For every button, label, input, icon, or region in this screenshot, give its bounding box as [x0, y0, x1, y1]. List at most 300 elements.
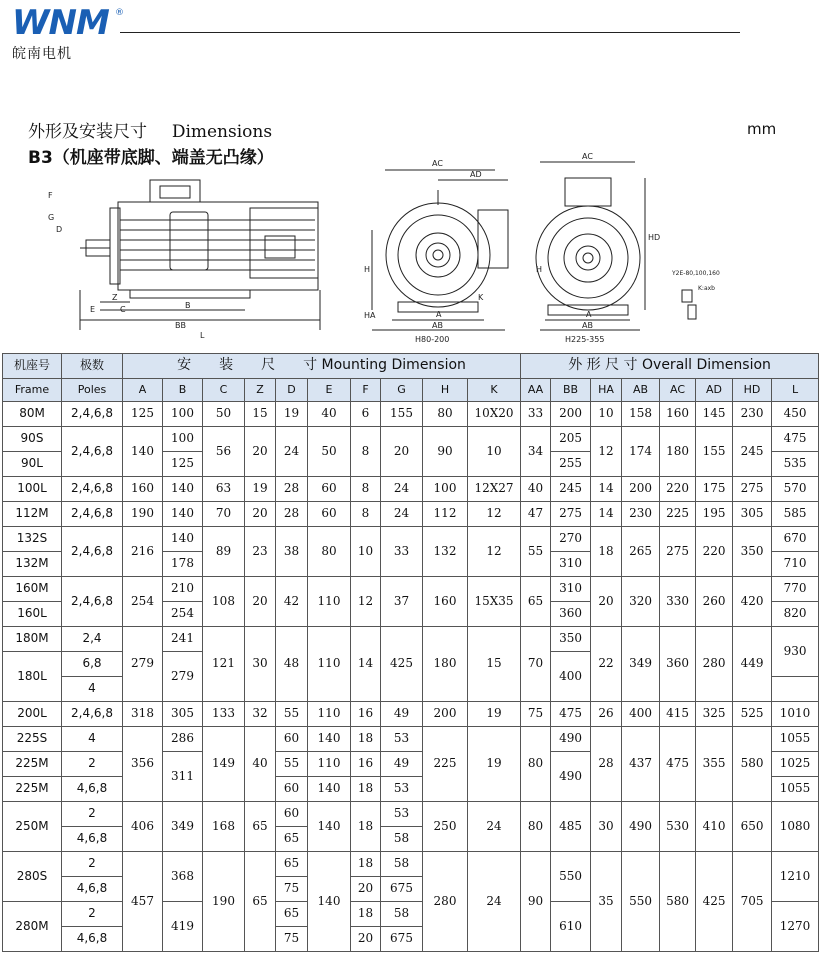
cell-AB: 490 — [622, 802, 660, 852]
cell-AA: 40 — [521, 477, 551, 502]
cell-AD: 145 — [696, 402, 733, 427]
cell-F: 18 — [351, 852, 381, 877]
table-row — [3, 727, 819, 752]
cell-poles: 2,4,6,8 — [62, 527, 123, 577]
cell-G: 675 — [381, 877, 423, 902]
col-D: D — [276, 379, 308, 402]
cell-B: 100 — [163, 402, 203, 427]
cell-F: 18 — [351, 802, 381, 852]
cell-A: 190 — [123, 502, 163, 527]
logo-mark: WNM — [12, 3, 109, 43]
header-overall-dimension: 外 形 尺 寸 Overall Dimension — [521, 354, 819, 379]
cell-AD: 175 — [696, 477, 733, 502]
cell-A: 318 — [123, 702, 163, 727]
cell-HA: 10 — [591, 402, 622, 427]
cell-Z: 15 — [245, 402, 276, 427]
cell-G: 53 — [381, 727, 423, 752]
cell-poles: 6,8 — [62, 652, 123, 677]
col-C: C — [203, 379, 245, 402]
cell-frame: 160M — [3, 577, 62, 602]
cell-C: 70 — [203, 502, 245, 527]
cell-frame: 200L — [3, 702, 62, 727]
cell-AD: 425 — [696, 852, 733, 952]
side-label-BB: BB — [175, 321, 186, 330]
cell-D: 48 — [276, 627, 308, 702]
cell-AB: 230 — [622, 502, 660, 527]
cell-D: 38 — [276, 527, 308, 577]
cell-B: 140 — [163, 477, 203, 502]
cell-B: 210 — [163, 577, 203, 602]
cell-BB: 490 — [551, 752, 591, 802]
cell-A: 279 — [123, 627, 163, 702]
front-large-label-AB: AB — [582, 321, 593, 330]
cell-K: 19 — [468, 727, 521, 802]
cell-AD: 410 — [696, 802, 733, 852]
cell-Z: 40 — [245, 727, 276, 802]
front-small-label-AB: AB — [432, 321, 443, 330]
cell-F: 8 — [351, 477, 381, 502]
cell-frame: 90L — [3, 452, 62, 477]
cell-AD: 195 — [696, 502, 733, 527]
table-row — [3, 852, 819, 877]
cell-C: 56 — [203, 427, 245, 477]
cell-G: 53 — [381, 777, 423, 802]
cell-AD: 280 — [696, 627, 733, 702]
cell-B: 125 — [163, 452, 203, 477]
cell-G: 675 — [381, 927, 423, 952]
cell-D: 60 — [276, 727, 308, 752]
header-poles-en: Poles — [62, 379, 123, 402]
col-A: A — [123, 379, 163, 402]
col-K: K — [468, 379, 521, 402]
cell-frame: 280M — [3, 902, 62, 952]
cell-H: 250 — [423, 802, 468, 852]
cell-AA: 55 — [521, 527, 551, 577]
cell-H: 90 — [423, 427, 468, 477]
col-H: H — [423, 379, 468, 402]
company-logo — [12, 3, 124, 63]
front-large-label-AC: AC — [582, 152, 593, 161]
front-small-label-H: H — [364, 265, 371, 274]
cell-A: 406 — [123, 802, 163, 852]
cell-AC: 275 — [660, 527, 696, 577]
cell-BB: 475 — [551, 702, 591, 727]
col-Z: Z — [245, 379, 276, 402]
cell-AC: 360 — [660, 627, 696, 702]
cell-HD: 350 — [733, 527, 772, 577]
cell-L: 1010 — [772, 702, 819, 727]
cell-F: 20 — [351, 877, 381, 902]
cell-C: 108 — [203, 577, 245, 627]
cell-Z: 20 — [245, 427, 276, 477]
cell-K: 12 — [468, 502, 521, 527]
header-divider — [120, 32, 740, 33]
cell-K: 12X27 — [468, 477, 521, 502]
cell-AA: 90 — [521, 852, 551, 952]
cell-BB: 205 — [551, 427, 591, 452]
header-frame-cn: 机座号 — [3, 354, 62, 379]
cell-Z: 20 — [245, 502, 276, 527]
front-large-caption: H225-355 — [565, 335, 605, 344]
cell-B: 100 — [163, 427, 203, 452]
front-small-label-A: A — [436, 310, 442, 319]
unit-label: mm — [747, 120, 777, 138]
cell-frame: 250M — [3, 802, 62, 852]
cell-AB: 200 — [622, 477, 660, 502]
cell-E: 40 — [308, 402, 351, 427]
cell-F: 14 — [351, 627, 381, 702]
cell-AB: 437 — [622, 727, 660, 802]
cell-L: 535 — [772, 452, 819, 477]
cell-F: 8 — [351, 427, 381, 477]
cell-F: 16 — [351, 752, 381, 777]
cell-G: 49 — [381, 702, 423, 727]
cell-Z: 65 — [245, 852, 276, 952]
cell-BB: 310 — [551, 577, 591, 602]
cell-AA: 80 — [521, 727, 551, 802]
cell-AC: 225 — [660, 502, 696, 527]
cell-AA: 65 — [521, 577, 551, 627]
col-BB: BB — [551, 379, 591, 402]
cell-HD: 275 — [733, 477, 772, 502]
front-small-label-AD: AD — [470, 170, 482, 179]
cell-A: 457 — [123, 852, 163, 952]
cell-HA: 30 — [591, 802, 622, 852]
cell-poles: 2,4,6,8 — [62, 702, 123, 727]
cell-AB: 158 — [622, 402, 660, 427]
cell-F: 18 — [351, 902, 381, 927]
cell-AD: 155 — [696, 427, 733, 477]
cell-D: 65 — [276, 827, 308, 852]
cell-E: 110 — [308, 702, 351, 727]
cell-frame: 280S — [3, 852, 62, 902]
cell-G: 53 — [381, 802, 423, 827]
cell-poles: 4,6,8 — [62, 777, 123, 802]
cell-BB: 255 — [551, 452, 591, 477]
cell-A: 140 — [123, 427, 163, 477]
cell-BB: 270 — [551, 527, 591, 552]
drawing-note-k: K:axb — [698, 285, 715, 292]
cell-D: 60 — [276, 802, 308, 827]
table-row — [3, 477, 819, 502]
cell-AD: 325 — [696, 702, 733, 727]
cell-C: 133 — [203, 702, 245, 727]
cell-G: 58 — [381, 902, 423, 927]
front-small-caption: H80-200 — [415, 335, 450, 344]
col-AC: AC — [660, 379, 696, 402]
col-B: B — [163, 379, 203, 402]
cell-E: 50 — [308, 427, 351, 477]
cell-G: 49 — [381, 752, 423, 777]
side-label-B: B — [185, 301, 191, 310]
cell-frame: 90S — [3, 427, 62, 452]
cell-D: 19 — [276, 402, 308, 427]
col-G: G — [381, 379, 423, 402]
cell-AA: 75 — [521, 702, 551, 727]
cell-HD: 580 — [733, 727, 772, 802]
cell-B: 241 — [163, 627, 203, 652]
cell-B: 311 — [163, 752, 203, 802]
side-view-drawing — [80, 180, 320, 330]
table-body — [3, 402, 819, 952]
cell-F: 18 — [351, 777, 381, 802]
cell-AC: 160 — [660, 402, 696, 427]
front-large-label-HD: HD — [648, 233, 661, 242]
cell-B: 178 — [163, 552, 203, 577]
cell-BB: 400 — [551, 652, 591, 702]
side-label-F: F — [48, 191, 53, 200]
cell-HD: 245 — [733, 427, 772, 477]
table-row — [3, 502, 819, 527]
cell-HA: 22 — [591, 627, 622, 702]
cell-HD: 230 — [733, 402, 772, 427]
cell-E: 140 — [308, 727, 351, 752]
page-title — [28, 117, 272, 142]
cell-K: 15 — [468, 627, 521, 702]
cell-HD: 420 — [733, 577, 772, 627]
cell-E: 110 — [308, 627, 351, 702]
cell-frame: 112M — [3, 502, 62, 527]
cell-frame: 225M — [3, 777, 62, 802]
cell-BB: 310 — [551, 552, 591, 577]
cell-poles: 2,4,6,8 — [62, 402, 123, 427]
cell-C: 121 — [203, 627, 245, 702]
cell-BB: 275 — [551, 502, 591, 527]
cell-K: 10 — [468, 427, 521, 477]
header-poles-cn: 极数 — [62, 354, 123, 379]
cell-A: 160 — [123, 477, 163, 502]
cell-Z: 32 — [245, 702, 276, 727]
cell-L: 1210 — [772, 852, 819, 902]
cell-AA: 80 — [521, 802, 551, 852]
cell-Z: 30 — [245, 627, 276, 702]
cell-E: 80 — [308, 527, 351, 577]
cell-HA: 26 — [591, 702, 622, 727]
cell-D: 65 — [276, 902, 308, 927]
cell-B: 254 — [163, 602, 203, 627]
cell-H: 160 — [423, 577, 468, 627]
cell-C: 89 — [203, 527, 245, 577]
cell-AB: 400 — [622, 702, 660, 727]
cell-L: 1055 — [772, 727, 819, 752]
cell-HA: 28 — [591, 727, 622, 802]
col-HA: HA — [591, 379, 622, 402]
cell-B: 419 — [163, 902, 203, 952]
cell-frame: 100L — [3, 477, 62, 502]
cell-poles: 4 — [62, 677, 123, 702]
cell-poles: 2,4,6,8 — [62, 477, 123, 502]
cell-H: 112 — [423, 502, 468, 527]
cell-D: 75 — [276, 877, 308, 902]
cell-L: 1080 — [772, 802, 819, 852]
cell-poles: 2 — [62, 852, 123, 877]
cell-G: 155 — [381, 402, 423, 427]
cell-D: 55 — [276, 702, 308, 727]
cell-C: 63 — [203, 477, 245, 502]
cell-poles: 2 — [62, 752, 123, 777]
cell-G: 425 — [381, 627, 423, 702]
cell-poles: 2,4,6,8 — [62, 577, 123, 627]
cell-G: 58 — [381, 852, 423, 877]
cell-L: 930 — [772, 627, 819, 677]
cell-F: 18 — [351, 727, 381, 752]
cell-frame: 180M — [3, 627, 62, 652]
side-label-E: E — [90, 305, 96, 314]
cell-D: 60 — [276, 777, 308, 802]
cell-AB: 174 — [622, 427, 660, 477]
cell-Z: 19 — [245, 477, 276, 502]
cell-Z: 65 — [245, 802, 276, 852]
cell-H: 132 — [423, 527, 468, 577]
cell-B: 349 — [163, 802, 203, 852]
cell-HA: 12 — [591, 427, 622, 477]
header-frame-en: Frame — [3, 379, 62, 402]
cell-D: 75 — [276, 927, 308, 952]
cell-AB: 550 — [622, 852, 660, 952]
cell-A: 216 — [123, 527, 163, 577]
cell-E: 110 — [308, 577, 351, 627]
cell-poles: 4 — [62, 727, 123, 752]
cell-HA: 18 — [591, 527, 622, 577]
cell-AC: 330 — [660, 577, 696, 627]
cell-BB: 485 — [551, 802, 591, 852]
cell-HD: 449 — [733, 627, 772, 702]
cell-H: 80 — [423, 402, 468, 427]
table-row — [3, 427, 819, 452]
cell-HD: 305 — [733, 502, 772, 527]
cell-AD: 220 — [696, 527, 733, 577]
cell-AC: 220 — [660, 477, 696, 502]
cell-AC: 475 — [660, 727, 696, 802]
front-view-small-drawing — [372, 170, 508, 330]
cell-HA: 35 — [591, 852, 622, 952]
side-label-C: C — [120, 305, 126, 314]
table-row — [3, 402, 819, 427]
cell-L: 1055 — [772, 777, 819, 802]
cell-E: 60 — [308, 477, 351, 502]
front-small-label-AC: AC — [432, 159, 443, 168]
cell-Z: 20 — [245, 577, 276, 627]
table-row — [3, 577, 819, 602]
cell-BB: 360 — [551, 602, 591, 627]
col-AB: AB — [622, 379, 660, 402]
cell-HD: 705 — [733, 852, 772, 952]
cell-L: 670 — [772, 527, 819, 552]
cell-K: 12 — [468, 527, 521, 577]
cell-A: 356 — [123, 727, 163, 802]
cell-BB: 350 — [551, 627, 591, 652]
cell-L — [772, 677, 819, 702]
cell-K: 19 — [468, 702, 521, 727]
cell-D: 65 — [276, 852, 308, 877]
cell-F: 8 — [351, 502, 381, 527]
company-name-cn: 皖南电机 — [12, 46, 72, 62]
cell-H: 225 — [423, 727, 468, 802]
cell-A: 254 — [123, 577, 163, 627]
cell-AA: 47 — [521, 502, 551, 527]
cell-poles: 4,6,8 — [62, 827, 123, 852]
cell-L: 1025 — [772, 752, 819, 777]
cell-AB: 349 — [622, 627, 660, 702]
front-view-large-drawing — [536, 162, 696, 330]
cell-C: 168 — [203, 802, 245, 852]
cell-C: 149 — [203, 727, 245, 802]
cell-AC: 530 — [660, 802, 696, 852]
table-row — [3, 802, 819, 827]
header-mounting-dimension: 安 装 尺 寸 Mounting Dimension — [123, 354, 521, 379]
col-E: E — [308, 379, 351, 402]
cell-frame: 225S — [3, 727, 62, 752]
table-row — [3, 702, 819, 727]
cell-AA: 70 — [521, 627, 551, 702]
page-header — [0, 0, 800, 70]
cell-HA: 14 — [591, 477, 622, 502]
cell-K: 24 — [468, 802, 521, 852]
cell-K: 10X20 — [468, 402, 521, 427]
cell-L: 710 — [772, 552, 819, 577]
side-label-D: D — [56, 225, 63, 234]
cell-frame: 132S — [3, 527, 62, 552]
cell-K: 24 — [468, 852, 521, 952]
cell-E: 60 — [308, 502, 351, 527]
cell-BB: 550 — [551, 852, 591, 902]
cell-poles: 4,6,8 — [62, 877, 123, 902]
cell-G: 33 — [381, 527, 423, 577]
cell-E: 140 — [308, 852, 351, 952]
cell-D: 55 — [276, 752, 308, 777]
cell-F: 12 — [351, 577, 381, 627]
cell-B: 286 — [163, 727, 203, 752]
cell-HA: 20 — [591, 577, 622, 627]
cell-K: 15X35 — [468, 577, 521, 627]
cell-G: 24 — [381, 502, 423, 527]
cell-AA: 33 — [521, 402, 551, 427]
col-AD: AD — [696, 379, 733, 402]
cell-Z: 23 — [245, 527, 276, 577]
cell-G: 24 — [381, 477, 423, 502]
table-row — [3, 627, 819, 652]
cell-H: 280 — [423, 852, 468, 952]
cell-frame: 225M — [3, 752, 62, 777]
cell-G: 37 — [381, 577, 423, 627]
front-large-label-H: H — [536, 265, 543, 274]
registered-mark: ® — [115, 8, 124, 18]
cell-AD: 260 — [696, 577, 733, 627]
front-small-label-K: K — [478, 293, 484, 302]
cell-L: 770 — [772, 577, 819, 602]
cell-E: 110 — [308, 752, 351, 777]
cell-BB: 490 — [551, 727, 591, 752]
col-HD: HD — [733, 379, 772, 402]
dimension-table — [2, 353, 819, 952]
cell-HA: 14 — [591, 502, 622, 527]
cell-BB: 610 — [551, 902, 591, 952]
cell-F: 20 — [351, 927, 381, 952]
cell-poles: 2,4,6,8 — [62, 502, 123, 527]
cell-E: 140 — [308, 802, 351, 852]
cell-poles: 2,4 — [62, 627, 123, 652]
cell-frame: 160L — [3, 602, 62, 627]
cell-D: 28 — [276, 502, 308, 527]
cell-AB: 320 — [622, 577, 660, 627]
cell-H: 180 — [423, 627, 468, 702]
cell-L: 450 — [772, 402, 819, 427]
cell-poles: 4,6,8 — [62, 927, 123, 952]
cell-F: 16 — [351, 702, 381, 727]
cell-A: 125 — [123, 402, 163, 427]
cell-poles: 2 — [62, 802, 123, 827]
cell-D: 42 — [276, 577, 308, 627]
